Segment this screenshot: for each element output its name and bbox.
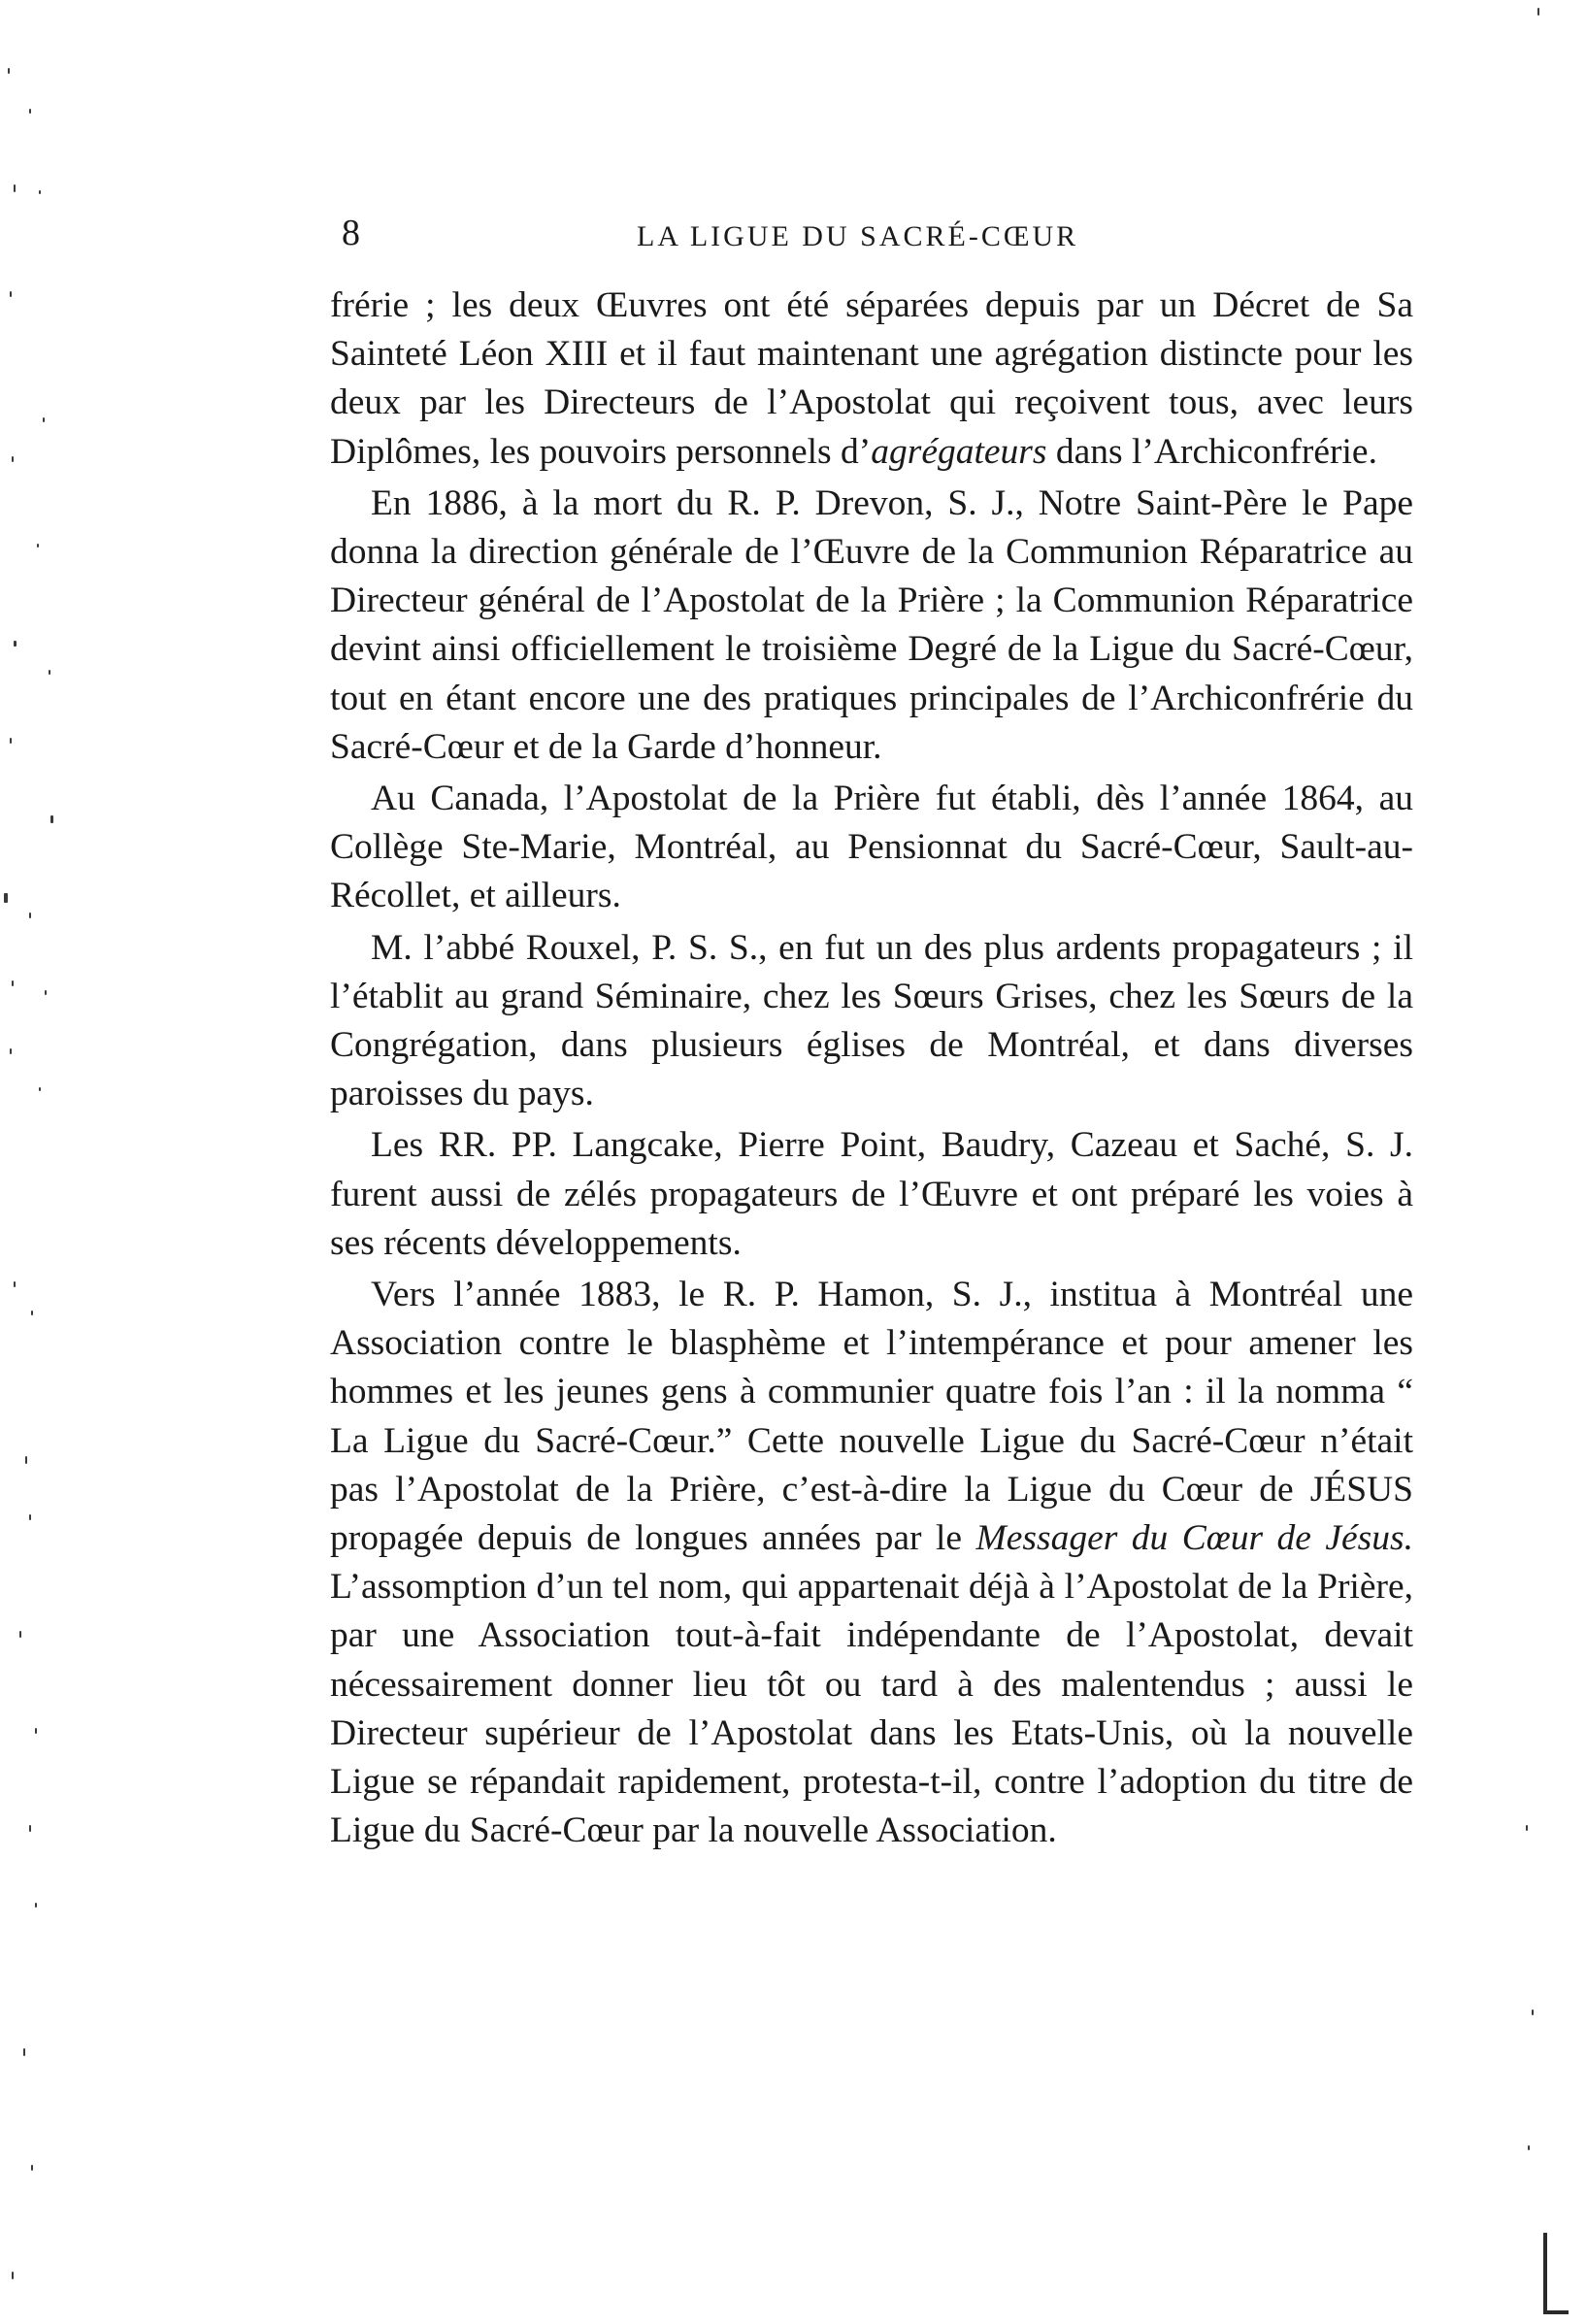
paragraph-3: Au Canada, l’Apostolat de la Prière fut établi, dès l’année 1864, au Collège Ste-Marie, Montréal, au Pensionnat du Sacré-Cœur, Sault-au-Récollet, et ailleurs. bbox=[330, 779, 1413, 916]
body-text bbox=[330, 282, 1413, 1856]
running-title: LA LIGUE DU SACRÉ-CŒUR bbox=[637, 220, 1079, 252]
scan-margin-specks-left bbox=[0, 0, 68, 2324]
scan-corner-bracket bbox=[1539, 2233, 1570, 2320]
paragraph-1-tail: dans l’Archiconfrérie. bbox=[1046, 431, 1377, 472]
paragraph-4: M. l’abbé Rouxel, P. S. S., en fut un des plus ardents propagateurs ; il l’établit au grand Séminaire, chez les Sœurs Grises, chez les Sœurs de la Congrégation, dans plusieurs églises de Montréal, et dans diverses paroisses du pays. bbox=[330, 927, 1413, 1114]
paragraph-1-italic: agrégateurs bbox=[871, 431, 1047, 472]
paragraph-6 bbox=[330, 1271, 1413, 1855]
paragraph-2: En 1886, à la mort du R. P. Drevon, S. J., Notre Saint-Père le Pape donna la direction générale de l’Œuvre de la Communion Réparatrice au Directeur général de l’Apostolat de la Prière ; la Communion Réparatrice devint ainsi officiellement le troisième Degré de la Ligue du Sacré-Cœur, tout en étant encore une des pratiques principales de l’Archiconfrérie du Sacré-Cœur et de la Garde d’honneur. bbox=[330, 482, 1413, 767]
paragraph-6-italic: Messager du Cœur de Jésus. bbox=[975, 1518, 1413, 1559]
running-header bbox=[336, 208, 1417, 258]
paragraph-5: Les RR. PP. Langcake, Pierre Point, Baudry, Cazeau et Saché, S. J. furent aussi de zélés propagateurs de l’Œuvre et ont préparé les voies à ses récents développements. bbox=[330, 1125, 1413, 1263]
scan-margin-specks-right bbox=[1508, 0, 1586, 2324]
paragraph-1-text: frérie ; les deux Œuvres ont été séparées depuis par un Décret de Sa Sainteté Léon XIII et il faut maintenant une agrégation distincte pour les deux par les Directeurs de l’Apostolat qui reçoivent tous, avec leurs Diplômes, les pouvoirs personnels d’ bbox=[330, 285, 1413, 472]
paragraph-6-tail: L’assomption d’un tel nom, qui appartenait déjà à l’Apostolat de la Prière, par une Association tout-à-fait indépendante de l’Apostolat, devait nécessairement donner lieu tôt ou tard à des malentendus ; aussi le Directeur supérieur de l’Apostolat dans les Etats-Unis, où la nouvelle Ligue se répandait rapidement, protesta-t-il, contre l’adoption du titre de Ligue du Sacré-Cœur par la nouvelle Association. bbox=[330, 1567, 1413, 1851]
paragraph-1 bbox=[330, 282, 1413, 477]
paragraph-6-text: Vers l’année 1883, le R. P. Hamon, S. J., institua à Montréal une Association contre le blasphème et l’intempérance et pour amener les hommes et les jeunes gens à communier quatre fois l’an : il la nomma “ La Ligue du Sacré-Cœur.” Cette nouvelle Ligue du Sacré-Cœur n’était pas l’Apostolat de la Prière, c’est-à-dire la Ligue du Cœur de JÉSUS propagée depuis de longues années par le bbox=[330, 1275, 1413, 1559]
page-number: 8 bbox=[342, 213, 360, 253]
